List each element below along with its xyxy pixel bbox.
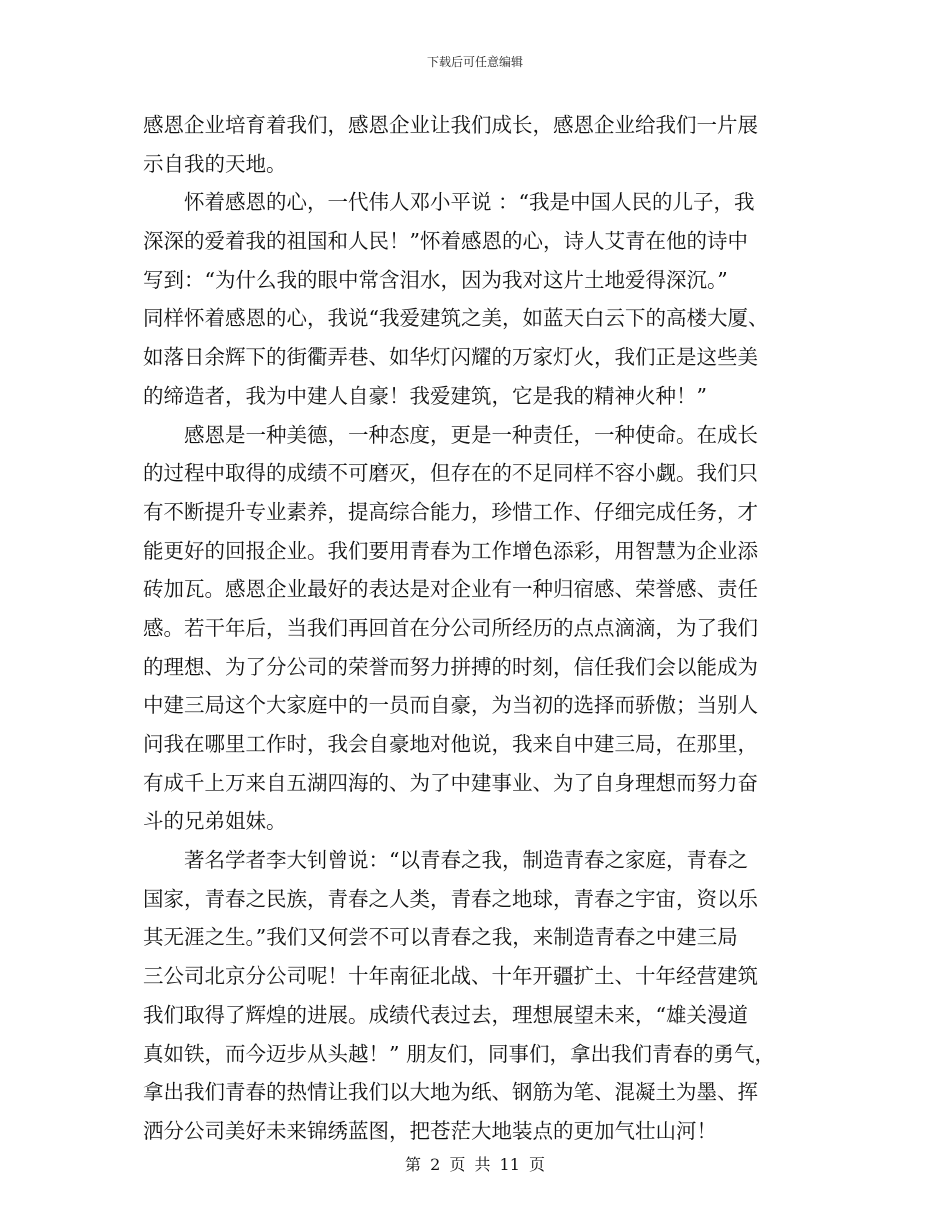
- text-line: 中建三局这个大家庭中的一员而自豪，为当初的选择而骄傲；当别人: [143, 693, 758, 718]
- text-line: 感恩企业培育着我们，感恩企业让我们成长，感恩企业给我们一片展: [143, 113, 758, 137]
- text-line: 同样怀着感恩的心，我说“我爱建筑之美，如蓝天白云下的高楼大厦、: [143, 306, 769, 331]
- text-line: 真如铁，而今迈步从头越！” 朋友们，同事们，拿出我们青春的勇气，: [143, 1041, 775, 1066]
- text-line: 感。若干年后，当我们再回首在分公司所经历的点点滴滴，为了我们: [143, 615, 758, 640]
- text-line: 深深的爱着我的祖国和人民！”怀着感恩的心，诗人艾青在他的诗中: [143, 229, 748, 254]
- text-line: 如落日余辉下的街衢弄巷、如华灯闪耀的万家灯火，我们正是这些美: [143, 345, 758, 370]
- text-line: 砖加瓦。感恩企业最好的表达是对企业有一种归宿感、荣誉感、责任: [143, 577, 758, 602]
- text-line: 我们取得了辉煌的进展。成绩代表过去，理想展望未来，“雄关漫道: [143, 1002, 748, 1027]
- text-line: 的过程中取得的成绩不可磨灭，但存在的不足同样不容小觑。我们只: [143, 461, 758, 486]
- text-line: 问我在哪里工作时，我会自豪地对他说，我来自中建三局，在那里，: [143, 732, 758, 756]
- text-line: 示自我的天地。: [143, 151, 287, 176]
- text-line: 三公司北京分公司呢！十年南征北战、十年开疆扩土、十年经营建筑: [143, 964, 758, 989]
- document-body: [143, 106, 811, 1151]
- text-line: 能更好的回报企业。我们要用青春为工作增色添彩，用智慧为企业添: [143, 538, 758, 563]
- text-line: 感恩是一种美德，一种态度，更是一种责任，一种使命。在成长: [143, 422, 758, 447]
- text-line: 拿出我们青春的热情让我们以大地为纸、钢筋为笔、混凝土为墨、挥: [143, 1080, 758, 1105]
- text-line: 写到：“为什么我的眼中常含泪水，因为我对这片土地爱得深沉。”: [143, 267, 728, 292]
- text-line: 有不断提升专业素养，提高综合能力，珍惜工作、仔细完成任务，才: [143, 499, 758, 524]
- text-line: 洒分公司美好未来锦绣蓝图，把苍茫大地装点的更加气壮山河！: [143, 1118, 717, 1143]
- text-line: 国家，青春之民族，青春之人类，青春之地球，青春之宇宙，资以乐: [143, 886, 758, 911]
- text-line: 斗的兄弟姐妹。: [143, 809, 287, 834]
- text-line: 怀着感恩的心，一代伟人邓小平说 ：“我是中国人民的儿子，我: [143, 190, 755, 215]
- text-line: 有成千上万来自五湖四海的、为了中建事业、为了自身理想而努力奋: [143, 770, 758, 795]
- page-number: 第 2 页 共 11 页: [405, 1155, 545, 1174]
- text-line: 著名学者李大钊曾说：“以青春之我，制造青春之家庭，青春之: [143, 848, 748, 873]
- page-header: 下载后可任意编辑: [426, 55, 523, 69]
- text-line: 的缔造者，我为中建人自豪！我爱建筑，它是我的精神火种！”: [143, 383, 707, 408]
- text-line: 其无涯之生。”我们又何尝不可以青春之我，来制造青春之中建三局: [143, 925, 738, 950]
- text-line: 的理想、为了分公司的荣誉而努力拼搏的时刻，信任我们会以能成为: [143, 654, 758, 679]
